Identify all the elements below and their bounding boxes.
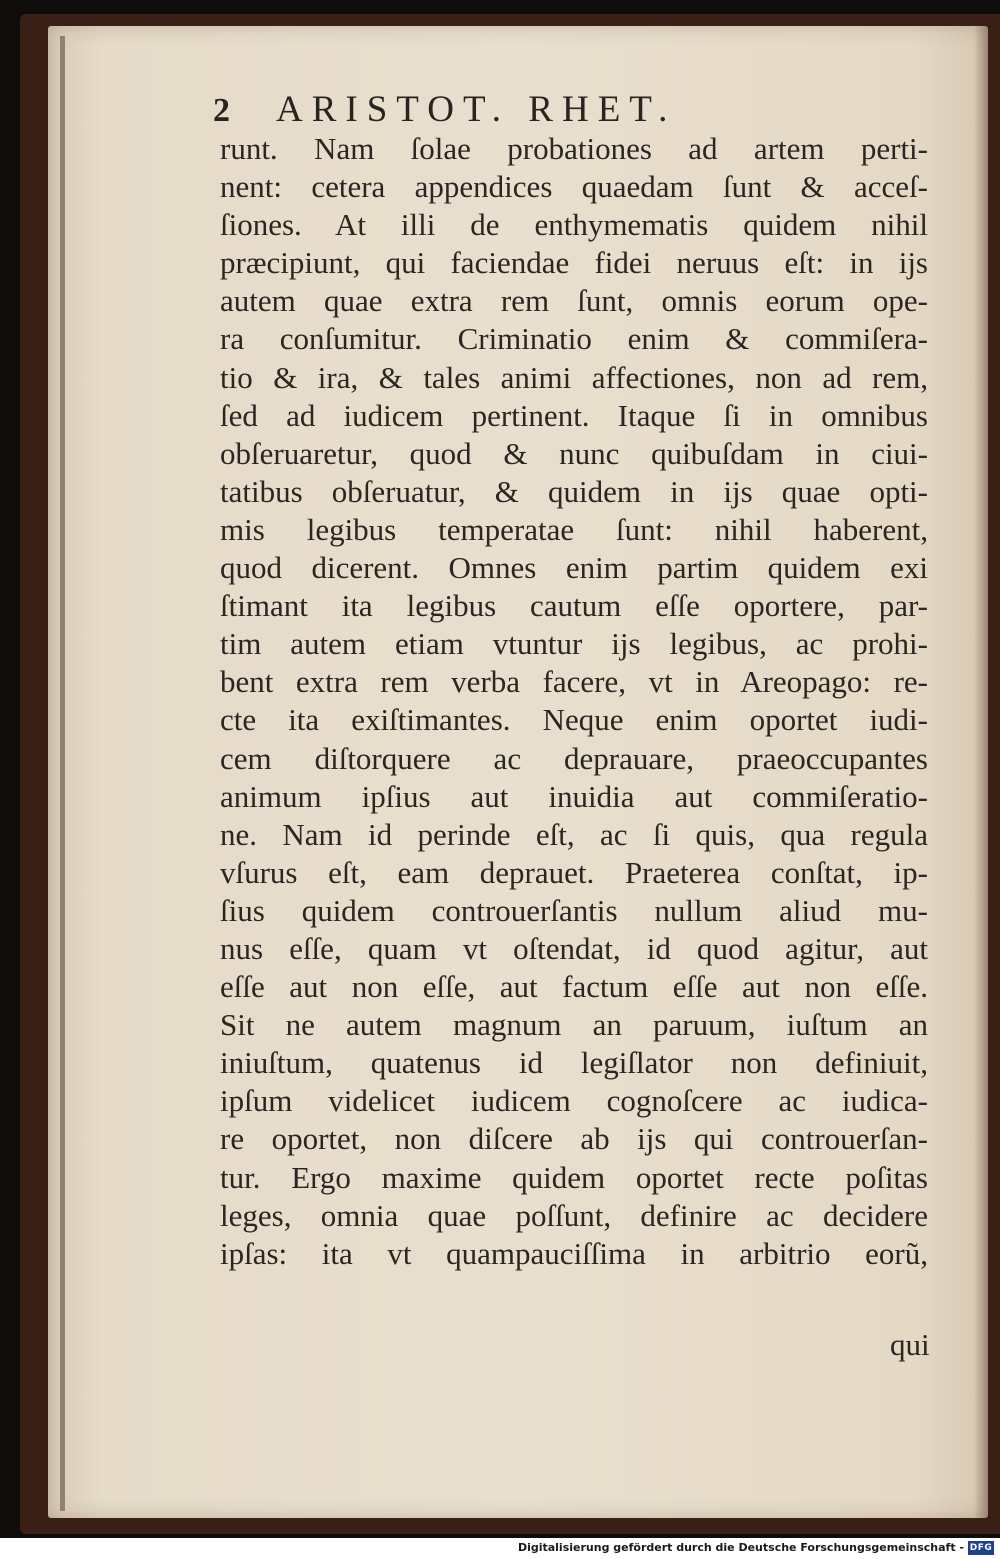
text-line: tur. Ergo maxime quidem oportet recte poſitas: [220, 1159, 928, 1195]
text-line: ipſas: ita vt quampauciſſima in arbitrio eorũ,: [220, 1235, 928, 1271]
funding-notice: Digitalisierung gefördert durch die Deutsche Forschungsgemeinschaft -: [517, 1541, 964, 1554]
text-line: obſeruaretur, quod & nunc quibuſdam in ciui-: [220, 435, 928, 471]
text-line: ſiones. At illi de enthymematis quidem nihil: [220, 207, 928, 243]
text-line: bent extra rem verba facere, vt in Areopago: re-: [220, 664, 928, 700]
text-line: tio & ira, & tales animi affectiones, non ad rem,: [220, 359, 928, 395]
text-line: leges, omnia quae poſſunt, definire ac decidere: [220, 1197, 928, 1233]
text-line: præcipiunt, qui faciendae fidei neruus eſt: in ijs: [220, 245, 928, 281]
gutter-rule: [60, 36, 65, 1511]
running-title: ARISTOT. RHET.: [276, 89, 677, 130]
page-number: 2: [213, 92, 230, 129]
text-line: autem quae extra rem ſunt, omnis eorum ope-: [220, 283, 928, 319]
text-line: tatibus obſeruatur, & quidem in ijs quae opti-: [220, 473, 928, 509]
text-line: eſſe aut non eſſe, aut factum eſſe aut non eſſe.: [220, 969, 928, 1005]
text-line: ra conſumitur. Criminatio enim & commiſera-: [220, 321, 928, 357]
text-line: cte ita exiſtimantes. Neque enim oportet iudi-: [220, 702, 928, 738]
text-line: ſtimant ita legibus cautum eſſe oportere, par-: [220, 588, 928, 624]
text-line: iniuſtum, quatenus id legiſlator non definiuit,: [220, 1045, 928, 1081]
text-line: animum ipſius aut inuidia aut commiſeratio-: [220, 778, 928, 814]
catchword: qui: [890, 1327, 930, 1362]
text-line: cem diſtorquere ac deprauare, praeoccupantes: [220, 740, 928, 776]
text-line: re oportet, non diſcere ab ijs qui controuerſan-: [220, 1121, 928, 1157]
text-line: mis legibus temperatae ſunt: nihil haberent,: [220, 511, 928, 547]
text-line: ſed ad iudicem pertinent. Itaque ſi in omnibus: [220, 397, 928, 433]
text-line: tim autem etiam vtuntur ijs legibus, ac prohi-: [220, 626, 928, 662]
text-line: quod dicerent. Omnes enim partim quidem exi: [220, 550, 928, 586]
digitization-footer: [0, 1538, 1000, 1559]
body-text: [220, 130, 940, 1273]
text-line: nus eſſe, quam vt oſtendat, id quod agitur, aut: [220, 930, 928, 966]
text-line: nent: cetera appendices quaedam ſunt & acceſ-: [220, 169, 928, 205]
text-line: Sit ne autem magnum an paruum, iuſtum an: [220, 1007, 928, 1043]
text-line: vſurus eſt, eam deprauet. Praeterea conſtat, ip-: [220, 854, 928, 890]
page-edge-shadow: [974, 26, 988, 1518]
text-line: ſius quidem controuerſantis nullum aliud mu-: [220, 892, 928, 928]
running-head: [213, 86, 813, 136]
dfg-logo: DFG: [969, 1543, 993, 1553]
text-line: ne. Nam id perinde eſt, ac ſi quis, qua regula: [220, 816, 928, 852]
text-line: ipſum videlicet iudicem cognoſcere ac iudica-: [220, 1083, 928, 1119]
text-line: runt. Nam ſolae probationes ad artem perti-: [220, 131, 928, 166]
